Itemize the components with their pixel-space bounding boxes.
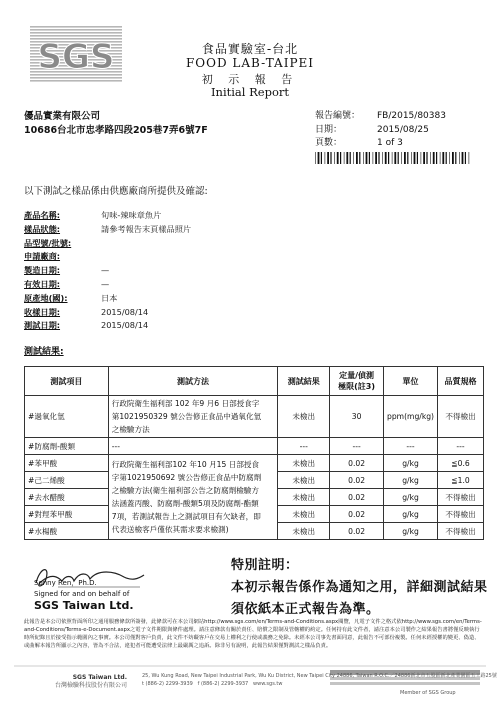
method-line: 7項，若測試報告上之測試項目有欠缺者，即: [111, 512, 261, 521]
cell-unit: ---: [384, 438, 438, 455]
barcode-bar: [455, 152, 456, 164]
header-spec: 品質規格: [438, 367, 484, 396]
info-row-origin: [24, 292, 191, 306]
barcode-bar: [356, 152, 358, 164]
special-note-title: 特別註明：: [231, 558, 299, 573]
info-value: 2015/08/14: [101, 320, 149, 331]
barcode-bar: [404, 152, 406, 164]
special-note-line2: 須依紙本正式報告為準。: [231, 602, 380, 617]
cell-unit: g/kg: [384, 472, 438, 489]
barcode-bar: [378, 152, 379, 164]
cell-method: [108, 396, 278, 438]
barcode-bar: [411, 152, 412, 164]
cell-spec: ≦0.6: [438, 455, 484, 472]
page-count-label: 頁數：: [315, 138, 343, 148]
barcode-bar: [373, 152, 374, 164]
footer-address: 25, Wu Kung Road, New Taipei Industrial Park, Wu Ku District, New Taipei City 24886, Taiwan R.O.C.／24886新北市五股區新北產業園區五工路25號: [142, 673, 497, 679]
intro-text: 以下測試之樣品係由供應廠商所提供及確認:: [24, 186, 208, 197]
cell-item: #己二烯酸: [25, 472, 109, 489]
barcode-bar: [366, 152, 368, 164]
footer-web[interactable]: www.sgs.tw: [253, 681, 283, 687]
info-value: 請參考報告末頁樣品照片: [101, 223, 192, 234]
footer-member: Member of SGS Group: [400, 690, 456, 696]
info-row-mfg-date: [24, 264, 191, 278]
cell-method: ---: [108, 438, 278, 455]
page-count-row: [315, 137, 446, 151]
report-number-value: FB/2015/80383: [377, 111, 446, 121]
special-note: [231, 555, 488, 621]
results-table: [24, 366, 484, 540]
cell-result: ---: [278, 438, 330, 455]
cell-result: 未檢出: [278, 506, 330, 523]
cell-unit: g/kg: [384, 506, 438, 523]
barcode-bar: [433, 152, 435, 164]
cell-limit: 0.02: [330, 523, 384, 540]
barcode-bar: [440, 152, 441, 164]
method-line: 之檢驗方法(衛生福利部公告之防腐劑檢驗方: [111, 486, 259, 495]
barcode-bar: [465, 152, 466, 164]
barcode-bar: [369, 152, 370, 164]
barcode-bar: [462, 152, 464, 164]
info-label: 產品名稱:: [24, 210, 61, 220]
barcode-bar: [469, 152, 470, 164]
barcode-bar: [414, 152, 416, 164]
info-label: 測試日期:: [24, 320, 61, 331]
header-method: 測試方法: [108, 367, 278, 396]
barcode-bar: [446, 152, 447, 164]
barcode-bar: [392, 152, 393, 164]
cell-unit: g/kg: [384, 523, 438, 540]
info-row-applicant: [24, 250, 191, 264]
barcode-bar: [401, 152, 402, 164]
footer-contact: [142, 680, 497, 688]
method-line: 字第1021950692 號公告修正食品中防腐劑: [111, 473, 262, 482]
barcode-bar: [382, 152, 383, 164]
report-date-value: 2015/08/25: [377, 124, 429, 135]
footer-fax: f (886-2) 2299-3937: [197, 681, 249, 687]
barcode-bar: [334, 152, 335, 164]
cell-unit: ppm(mg/kg): [384, 396, 438, 438]
barcode-bar: [325, 152, 326, 164]
cell-spec: ---: [438, 438, 484, 455]
info-label: 品型號/批號:: [24, 237, 72, 248]
info-value: —: [101, 265, 110, 276]
cell-result: 未檢出: [278, 489, 330, 506]
report-meta: [315, 110, 446, 151]
cell-method-group: [108, 455, 278, 540]
header-limit-b: 極限(註3): [338, 382, 376, 391]
sample-info: [24, 209, 191, 333]
cell-limit: ---: [330, 438, 384, 455]
cell-limit: 0.02: [330, 472, 384, 489]
signer-behalf: Signed for and on behalf of: [34, 590, 130, 598]
barcode-bar: [359, 152, 360, 164]
results-title: 測試結果:: [24, 347, 64, 357]
barcode-bar: [344, 152, 345, 164]
info-label: 有效日期:: [24, 278, 61, 289]
barcode-bar: [436, 152, 437, 164]
info-value: —: [101, 278, 110, 289]
cell-unit: g/kg: [384, 489, 438, 506]
method-line: 法涵蓋丙酸、防腐劑-酸類5項及防腐劑-酯類: [111, 499, 259, 508]
client-block: [24, 110, 208, 138]
cell-item: #對羥苯甲酸: [25, 506, 109, 523]
cell-result: 未檢出: [278, 396, 330, 438]
cell-result: 未檢出: [278, 523, 330, 540]
barcode-bar: [459, 152, 460, 164]
svg-text:SGS: SGS: [37, 37, 115, 77]
cell-item: #水楊酸: [25, 523, 109, 540]
info-label: 樣品狀態:: [24, 223, 61, 234]
cell-item: #防腐劑-酸類: [25, 438, 109, 455]
barcode-bar: [388, 152, 389, 164]
method-line: 代表送檢客戶僅依其需求要求檢測): [111, 525, 229, 534]
barcode-bar: [315, 152, 316, 164]
table-row: [25, 396, 484, 438]
cell-limit: 30: [330, 396, 384, 438]
cell-limit: 0.02: [330, 489, 384, 506]
info-row-state: [24, 223, 191, 237]
report-number-row: [315, 110, 446, 124]
barcode-bar: [398, 152, 399, 164]
barcode-bar: [363, 152, 364, 164]
barcode-bar: [449, 152, 450, 164]
cell-spec: 不得檢出: [438, 506, 484, 523]
barcode-bar: [350, 152, 351, 164]
footer-company-cn: 台灣檢驗科技股份有限公司: [55, 682, 128, 689]
report-type-en: Initial Report: [211, 85, 289, 99]
page-count-value: 1 of 3: [377, 138, 403, 148]
header-limit-a: 定量/偵測: [339, 371, 375, 380]
report-date-row: [315, 124, 446, 138]
barcode-bar: [353, 152, 354, 164]
info-label: 申請廠商:: [24, 251, 61, 262]
signer-company: SGS Taiwan Ltd.: [34, 599, 134, 612]
footer-company: [55, 674, 127, 690]
method-line: 行政院衛生福利部 102 年9 月6 日部授食字: [111, 399, 260, 408]
header-unit: 單位: [384, 367, 438, 396]
barcode-bar: [430, 152, 431, 164]
barcode-bar: [421, 152, 422, 164]
barcode-bar: [423, 152, 425, 164]
cell-spec: 不得檢出: [438, 523, 484, 540]
header-item: 測試項目: [25, 367, 109, 396]
client-name: 優品實業有限公司: [24, 111, 101, 122]
barcode-bar: [417, 152, 418, 164]
info-value: 旬味-辣味章魚片: [101, 210, 162, 220]
info-row-product: [24, 209, 191, 223]
barcode-bar: [407, 152, 408, 164]
report-number-label: 報告編號：: [315, 111, 361, 121]
footer-company-en: SGS Taiwan Ltd.: [72, 674, 128, 681]
report-date-label: 日期：: [315, 124, 343, 135]
method-line: 行政院衛生福利部102 年10 月15 日部授食: [111, 460, 260, 469]
barcode-bar: [337, 152, 339, 164]
barcode-bar: [375, 152, 377, 164]
barcode-bar: [452, 152, 454, 164]
sgs-logo: [30, 26, 122, 82]
barcode-bar: [330, 152, 331, 164]
method-line: 之檢驗方法: [111, 425, 150, 434]
info-label: 收樣日期:: [24, 306, 61, 317]
lab-name-cn: 食品實驗室-台北: [201, 42, 299, 56]
cell-limit: 0.02: [330, 455, 384, 472]
cell-result: 未檢出: [278, 455, 330, 472]
cell-spec: 不得檢出: [438, 489, 484, 506]
method-line: 第1021950329 號公告修正食品中過氧化氫: [111, 412, 262, 421]
barcode: [315, 152, 473, 164]
signer-name: Sonny Ren，Ph.D.: [34, 579, 97, 587]
info-row-model: [24, 237, 191, 251]
barcode-bar: [346, 152, 348, 164]
barcode-bar: [442, 152, 444, 164]
barcode-bar: [327, 152, 329, 164]
info-row-received: [24, 306, 191, 320]
lab-name-en: FOOD LAB-TAIPEI: [185, 56, 315, 70]
header-result: 測試結果: [278, 367, 330, 396]
header-limit: [330, 367, 384, 396]
cell-unit: g/kg: [384, 455, 438, 472]
cell-item: #過氧化氫: [25, 396, 109, 438]
client-address: 10686台北市忠孝路四段205巷7弄6號7F: [24, 125, 208, 136]
disclaimer: 此報告是本公司依照背面所印之通用服務條款所簽發，此條款可在本公司網站http://www.sgs.com/en/Terms-and-Conditions.aspx閱覽，凡電子文件之格式依http://www.sgs.com/en/Terms-and-Conditions/Terms-e-Document.aspx之電子文件期限與條件處理。請注意條款有關於責任、賠償之限制及管轄權的約定。任何持有此文件者，請注意本公司製作之結果報告書將僅反映執行時所紀錄且於接受指示範圍內之事實。本公司僅對客戶負責，此文件不妨礙客戶在交易上權利之行使或義務之免除。未經本公司事先書面同意，此報告不可部份複製。任何未經授權的變更、偽造、或曲解本報告所顯示之內容，皆為不合法，違犯者可能遭受法律上最嚴厲之追訴。除非另有說明，此報告結果僅對測試之樣品負責。: [24, 619, 482, 649]
barcode-bar: [385, 152, 387, 164]
barcode-bar: [394, 152, 396, 164]
barcode-bar: [318, 152, 320, 164]
table-row: [25, 455, 484, 472]
barcode-bar: [426, 152, 427, 164]
cell-spec: ≦1.0: [438, 472, 484, 489]
table-header-row: [25, 367, 484, 396]
table-row: [25, 438, 484, 455]
cell-result: 未檢出: [278, 472, 330, 489]
barcode-bar: [321, 152, 322, 164]
cell-spec: 不得檢出: [438, 396, 484, 438]
barcode-bar: [340, 152, 341, 164]
info-value: 2015/08/14: [101, 306, 149, 317]
report-type-cn: 初 示 報 告: [201, 73, 299, 86]
cell-item: #苯甲酸: [25, 455, 109, 472]
special-note-line1: 本初示報告係作為通知之用，詳細測試結果: [231, 580, 488, 595]
info-label: 原產地(國):: [24, 292, 68, 303]
info-row-exp-date: [24, 278, 191, 292]
cell-limit: 0.02: [330, 506, 384, 523]
footer-address-block: [142, 672, 497, 688]
info-value: 日本: [101, 292, 118, 303]
footer-tel: t (886-2) 2299-3939: [142, 681, 193, 687]
cell-item: #去水醋酸: [25, 489, 109, 506]
info-row-test-date: [24, 319, 191, 333]
info-label: 製造日期:: [24, 265, 61, 276]
